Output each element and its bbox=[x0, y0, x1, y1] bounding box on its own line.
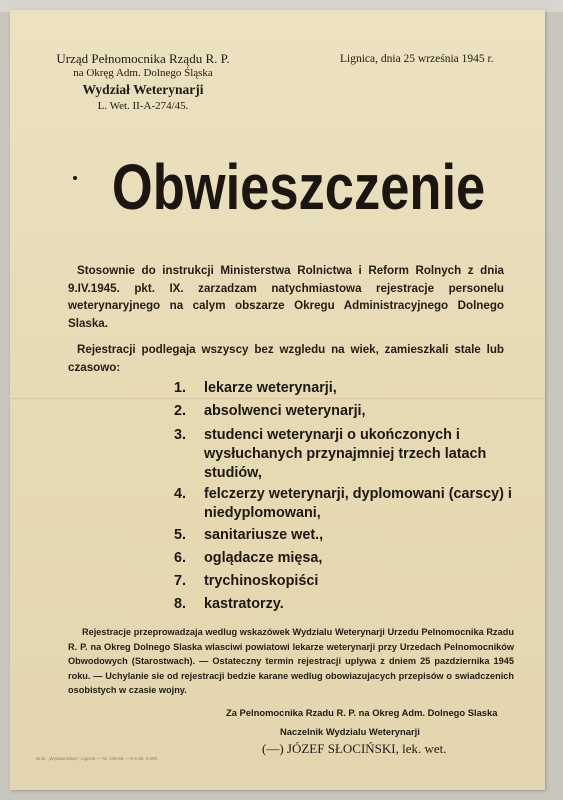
list-text: studenci weterynarji o ukończonych i wysłuchanych przynajmniej trzech latach studiów, bbox=[204, 427, 487, 481]
list-number: 5. bbox=[174, 527, 187, 543]
list-number: 4. bbox=[174, 486, 187, 502]
title-dot-mark bbox=[73, 176, 77, 180]
list-item bbox=[174, 595, 518, 614]
printer-imprint: Druk. „Wydawnictwo”, Lignica — Nr. 246-45 — 8.X.45. 3.000. bbox=[36, 756, 159, 761]
signature-title: Naczelnik Wydzialu Weterynarji bbox=[280, 726, 420, 737]
list-item bbox=[174, 485, 518, 523]
list-number: 7. bbox=[174, 573, 187, 589]
list-text: felczerzy weterynarji, dyplomowani (carscy) i niedyplomowani, bbox=[204, 486, 512, 521]
list-number: 2. bbox=[174, 403, 187, 419]
reference-number: L. Wet. II-A-274/45. bbox=[97, 100, 189, 112]
procedure-paragraph: Rejestracje przeprowadzaja wedlug wskazówek Wydzialu Weterynarji Urzedu Pelnomocnika Rzadu R. P. na Okreg Dolnego Slaska wlasciwi powiatowi lekarze weterynarji przy Urzedach Pelnomocników Obwodowych (Starostwach). — Ostateczny termin rejestracji uplywa z dniem 25 pazdziernika 1945 roku. — Uchylanie sie od rejestracji bedzie karane wedlug obowiazujacych przepisów o swiadczenich osobistych w czasie wojny. bbox=[68, 627, 514, 696]
list-item bbox=[174, 526, 518, 545]
list-item bbox=[174, 572, 518, 591]
office-name: Urząd Pełnomocnika Rządu R. P. bbox=[56, 51, 230, 66]
signature-name: (—) JÓZEF SŁOCIŃSKI, lek. wet. bbox=[262, 741, 447, 756]
paper-fold-line bbox=[10, 398, 545, 399]
list-text: kastratorzy. bbox=[204, 596, 284, 612]
signature-authority: Za Pelnomocnika Rzadu R. P. na Okreg Adm. Dolnego Slaska bbox=[226, 707, 498, 718]
list-number: 1. bbox=[174, 380, 187, 396]
registration-paragraph: Rejestracji podlegaja wszyscy bez wzgledu na wiek, zamieszkali stale lub czasowo: bbox=[68, 343, 504, 374]
poster-title: Obwieszczenie bbox=[111, 151, 486, 223]
office-region: na Okręg Adm. Dolnego Śląska bbox=[73, 67, 213, 79]
list-item bbox=[174, 426, 518, 483]
list-item bbox=[174, 549, 518, 568]
list-text: trychinoskopiści bbox=[204, 573, 319, 589]
list-number: 6. bbox=[174, 550, 187, 566]
list-text: lekarze weterynarji, bbox=[204, 380, 337, 396]
list-item bbox=[174, 379, 518, 398]
department-name: Wydział Weterynarji bbox=[82, 82, 204, 97]
list-text: oglądacze mięsa, bbox=[204, 550, 323, 566]
list-text: sanitariusze wet., bbox=[204, 527, 324, 543]
intro-paragraph: Stosownie do instrukcji Ministerstwa Rolnictwa i Reform Rolnych z dnia 9.IV.1945. pkt. IX. zarzadzam natychmiastowa rejestracje personelu weterynaryjnego na calym obszarze Okregu Administracyjnego Dolnego Slaska. bbox=[68, 264, 504, 330]
list-item bbox=[174, 402, 518, 421]
list-number: 3. bbox=[174, 427, 187, 443]
list-number: 8. bbox=[174, 596, 187, 612]
dateline: Lignica, dnia 25 września 1945 r. bbox=[340, 53, 494, 65]
list-text: absolwenci weterynarji, bbox=[204, 403, 366, 419]
